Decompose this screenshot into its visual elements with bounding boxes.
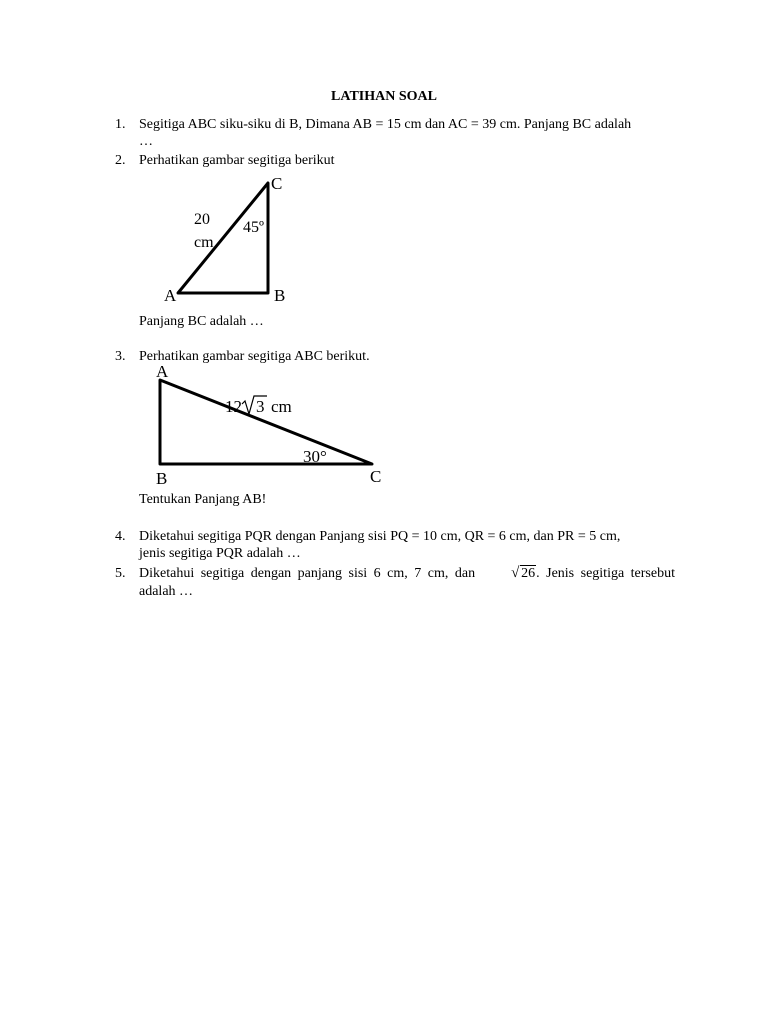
vertex-b-label: B (274, 286, 286, 305)
question-2-text: Perhatikan gambar segitiga berikut (139, 153, 335, 168)
side-coefficient: 12 (225, 397, 242, 416)
question-4-text: Diketahui segitiga PQR dengan Panjang sisi PQ = 10 cm, QR = 6 cm, dan PR = 5 cm, (139, 529, 621, 544)
vertex-a-label: A (164, 286, 177, 305)
question-3-text: Perhatikan gambar segitiga ABC berikut. (139, 349, 370, 364)
triangle-3-shape (160, 380, 372, 464)
side-ac-unit: cm (194, 234, 214, 251)
vertex-a-label: A (156, 362, 169, 381)
question-1-number: 1. (115, 117, 126, 132)
question-1-text: Segitiga ABC siku-siku di B, Dimana AB = 15 cm dan AC = 39 cm. Panjang BC adalah (139, 117, 632, 132)
side-ac-value: 20 (194, 211, 210, 228)
square-root (511, 565, 536, 583)
question-5-text (139, 565, 675, 583)
triangle-2-shape (178, 183, 268, 293)
radical-sign: √ (511, 565, 520, 581)
question-5-continuation: adalah … (139, 584, 194, 599)
side-unit: cm (271, 397, 292, 416)
question-4-continuation: jenis segitiga PQR adalah … (139, 546, 301, 561)
vertex-c-label: C (370, 467, 382, 486)
radicand: 26 (521, 566, 536, 581)
question-5-root (511, 565, 675, 583)
question-3-prompt: Tentukan Panjang AB! (139, 492, 267, 507)
side-ac-label (225, 396, 292, 416)
question-2-prompt: Panjang BC adalah … (139, 314, 264, 329)
angle-c-label: 45º (243, 219, 264, 236)
question-5-text-end: . Jenis segitiga tersebut (536, 566, 675, 581)
question-5-text-start: Diketahui segitiga dengan panjang sisi 6 cm, 7 cm, dan (139, 566, 476, 581)
question-4-number: 4. (115, 529, 126, 544)
question-3-number: 3. (115, 349, 126, 364)
triangle-figure-2 (160, 170, 320, 310)
document-title: LATIHAN SOAL (331, 89, 437, 104)
question-5-number: 5. (115, 566, 126, 581)
angle-c-label: 30° (303, 447, 327, 466)
question-1-continuation: … (139, 134, 153, 149)
triangle-figure-3 (150, 362, 390, 490)
side-radicand: 3 (256, 397, 265, 416)
question-2-number: 2. (115, 153, 126, 168)
vertex-b-label: B (156, 469, 168, 488)
vertex-c-label: C (271, 174, 283, 193)
